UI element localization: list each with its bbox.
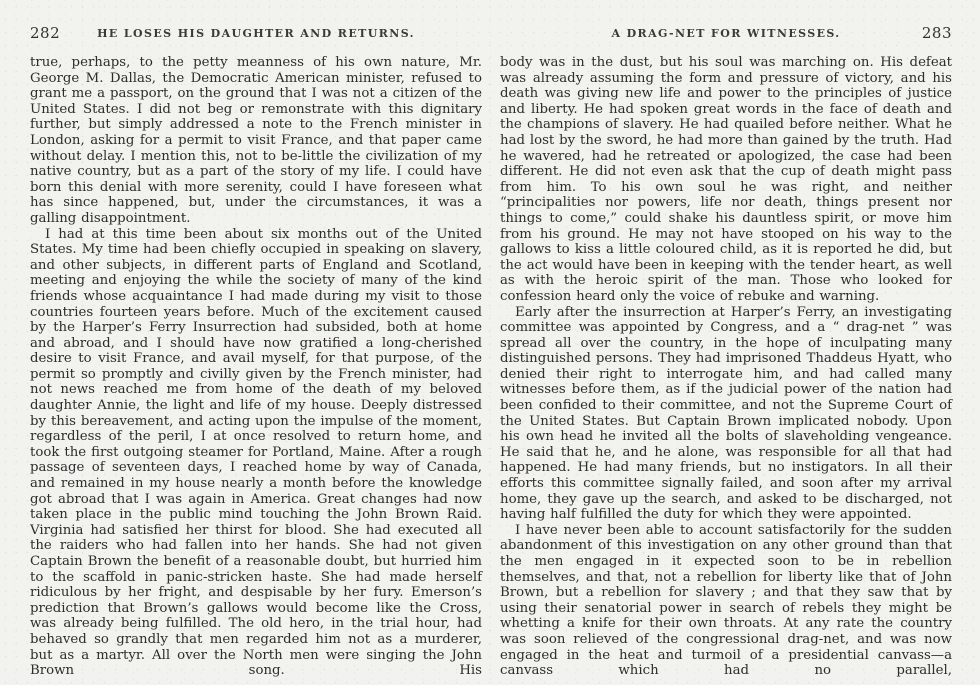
page-283: [500, 24, 952, 679]
paragraph: Early after the insurrection at Harper’s Ferry, an investigating committee was appointed by Congress, and a “ drag-net ” was spread all over the country, in the hope of inculpating many distinguished persons. They had imprisoned Thaddeus Hyatt, who denied their right to interrogate him, and had called many witnesses before them, as if the judicial power of the nation had been confided to their committee, and not the Supreme Court of the United States. But Captain Brown implicated nobody. Upon his own head he invited all the bolts of slaveholding vengeance. He said that he, and he alone, was responsible for all that had happened. He had many friends, but no instigators. In all their efforts this committee signally failed, and soon after my arrival home, they gave up the search, and asked to be discharged, not having half fulfilled the duty for which they were appointed.: [500, 304, 952, 523]
page-header-left: [30, 24, 482, 42]
running-header-left: HE LOSES HIS DAUGHTER AND RETURNS.: [97, 27, 415, 40]
paragraph: body was in the dust, but his soul was marching on. His defeat was already assuming the form and pressure of victory, and his death was giving new life and power to the principles of justice and liberty. He had spoken great words in the face of death and the champions of slavery. He had quailed before neither. What he had lost by the sword, he had more than gained by the truth. Had he wavered, had he retreated or apologized, the case had been different. He did not even ask that the cup of death might pass from him. To his own soul he was right, and neither “principalities nor powers, life nor death, things present nor things to come,” could shake his dauntless spirit, or move him from his ground. He may not have stooped on his way to the gallows to kiss a little coloured child, as it is reported he did, but the act would have been in keeping with the tender heart, as well as with the heroic spirit of the man. Those who looked for confession heard only the voice of rebuke and warning.: [500, 55, 952, 304]
running-header-right: A DRAG-NET FOR WITNESSES.: [611, 27, 841, 40]
page-282: [30, 24, 482, 679]
paragraph: I had at this time been about six months out of the United States. My time had been chiefly occupied in speaking on slavery, and other subjects, in different parts of England and Scotland, meeting and enjoying the while the society of many of the kind friends whose acquaintance I had made during my visit to those countries fourteen years before. Much of the excitement caused by the Harper’s Ferry Insurrection had subsided, both at home and abroad, and I should have now gratified a long-cherished desire to visit France, and avail myself, for that purpose, of the permit so promptly and civilly given by the French minister, had not news reached me from home of the death of my beloved daughter Annie, the light and life of my house. Deeply distressed by this bereavement, and acting upon the impulse of the moment, regardless of the peril, I at once resolved to return home, and took the first outgoing steamer for Portland, Maine. After a rough passage of seventeen days, I reached home by way of Canada, and remained in my house nearly a month before the knowledge got abroad that I was again in America. Great changes had now taken place in the public mind touching the John Brown Raid. Virginia had satisfied her thirst for blood. She had executed all the raiders who had fallen into her hands. She had not given Captain Brown the benefit of a reasonable doubt, but hurried him to the scaffold in panic-stricken haste. She had made herself ridiculous by her fright, and despisable by her fury. Emerson’s prediction that Brown’s gallows would become like the Cross, was already being fulfilled. The old hero, in the trial hour, had behaved so grandly that men regarded him not as a murderer, but as a martyr. All over the North men were singing the John Brown song. His: [30, 226, 482, 679]
paragraph: true, perhaps, to the petty meanness of his own nature, Mr. George M. Dallas, the Democratic American minister, refused to grant me a passport, on the ground that I was not a citizen of the United States. I did not beg or remonstrate with this dignitary further, but simply addressed a note to the French minister in London, asking for a permit to visit France, and that paper came without delay. I mention this, not to be-little the civilization of my native country, but as a part of the story of my life. I could have born this denial with more serenity, could I have foreseen what has since happened, but, under the circumstances, it was a galling disappointment.: [30, 55, 482, 226]
page-header-right: [500, 24, 952, 42]
page-number-right: 283: [921, 24, 952, 42]
paragraph: I have never been able to account satisfactorily for the sudden abandonment of this investigation on any other ground than that the men engaged in it expected soon to be in rebellion themselves, and that, not a rebellion for liberty like that of John Brown, but a rebellion for slavery ; and that they saw that by using their senatorial power in search of rebels they might be whetting a knife for their own throats. At any rate the country was soon relieved of the congressional drag-net, and was now engaged in the heat and turmoil of a presidential canvass—a canvass which had no parallel,: [500, 522, 952, 679]
page-number-left: 282: [30, 24, 61, 42]
